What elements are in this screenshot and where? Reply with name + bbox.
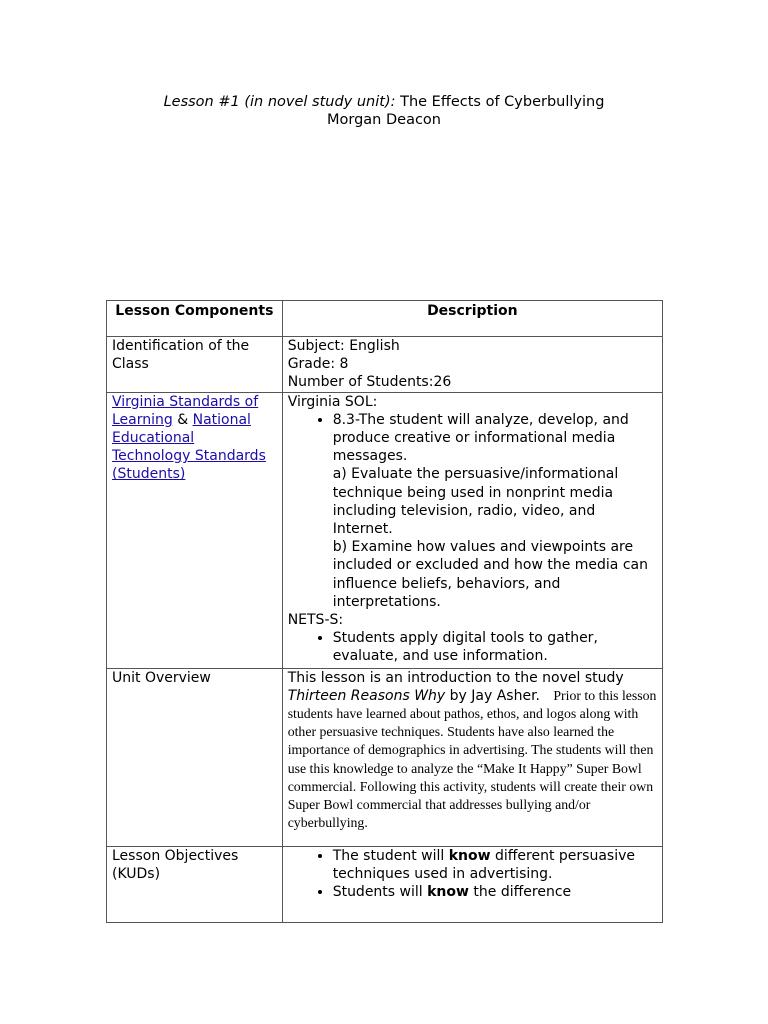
ampersand: & [172, 411, 193, 428]
overview-label: Unit Overview [107, 668, 283, 846]
list-item [333, 411, 657, 611]
nets-list [288, 629, 657, 665]
table-row [107, 668, 663, 846]
objectives-list [288, 847, 657, 902]
overview-body: Prior to this lesson students have learned about pathos, ethos, and logos along with other persuasive techniques. Students have also learned the importance of demographics in advertising. The students will then use this knowledge to analyze the “Make It Happy” Super Bowl commercial. Following this activity, students will create their own Super Bowl commercial that addresses bullying and/or cyberbullying. [287, 687, 657, 831]
document-title [0, 93, 768, 129]
lesson-title: The Effects of Cyberbullying [395, 94, 605, 110]
objectives-label: Lesson Objectives (KUDs) [107, 846, 283, 922]
list-item: • Students apply digital tools to gather, evaluate, and use information. [333, 629, 657, 665]
subject-text: Subject: English [287, 338, 400, 354]
overview-intro: This lesson is an introduction to the novel study [287, 669, 624, 686]
grade-text: Grade: 8 [287, 356, 349, 373]
table-row [107, 392, 663, 668]
header-description: Description [282, 301, 662, 337]
table-header-row [107, 301, 663, 337]
header-components: Lesson Components [107, 301, 283, 337]
lesson-table [106, 300, 663, 923]
list-item [333, 883, 657, 901]
virginia-standards-link[interactable]: Virginia Standards of Learning [112, 393, 259, 428]
objective2-post: the difference [468, 884, 572, 901]
identification-label: Identification of the Class [107, 337, 283, 393]
sol-list [288, 411, 657, 611]
table-row [107, 337, 663, 393]
author-name: Morgan Deacon [327, 112, 441, 128]
students-text: Number of Students:26 [287, 374, 452, 391]
sol-a: a) Evaluate the persuasive/informational technique being used in nonprint media including television, radio, video, and Internet. [332, 466, 619, 538]
overview-by: by Jay Asher. [445, 687, 540, 704]
objectives-cell [282, 846, 662, 922]
objective2-pre: Students will [332, 884, 428, 901]
lesson-prefix: Lesson #1 (in novel study unit): [163, 94, 396, 110]
objectives-clip [288, 847, 657, 922]
standards-label [107, 392, 283, 668]
objective1-post: different persuasive techniques used in advertising. [332, 847, 636, 882]
sol-b: b) Examine how values and viewpoints are included or excluded and how the media can influence beliefs, behaviors, and interpretations. [332, 539, 648, 610]
sol-heading: Virginia SOL: [287, 393, 378, 410]
nets-heading: NETS-S: [287, 612, 344, 629]
nets-link[interactable]: National Educational Technology Standards (Students) [112, 411, 266, 483]
list-item [333, 847, 657, 883]
table-row [107, 846, 663, 922]
book-title: Thirteen Reasons Why [287, 687, 446, 704]
objective1-pre: The student will [332, 847, 449, 864]
lesson-title-line [0, 93, 768, 111]
identification-cell [282, 337, 662, 393]
sol-item: • 8.3-The student will analyze, develop, and produce creative or informational media messages. [332, 411, 629, 465]
standards-cell [282, 392, 662, 668]
objective1-bold: know [448, 847, 491, 864]
objective2-bold: know [427, 884, 469, 901]
overview-cell [282, 668, 662, 846]
